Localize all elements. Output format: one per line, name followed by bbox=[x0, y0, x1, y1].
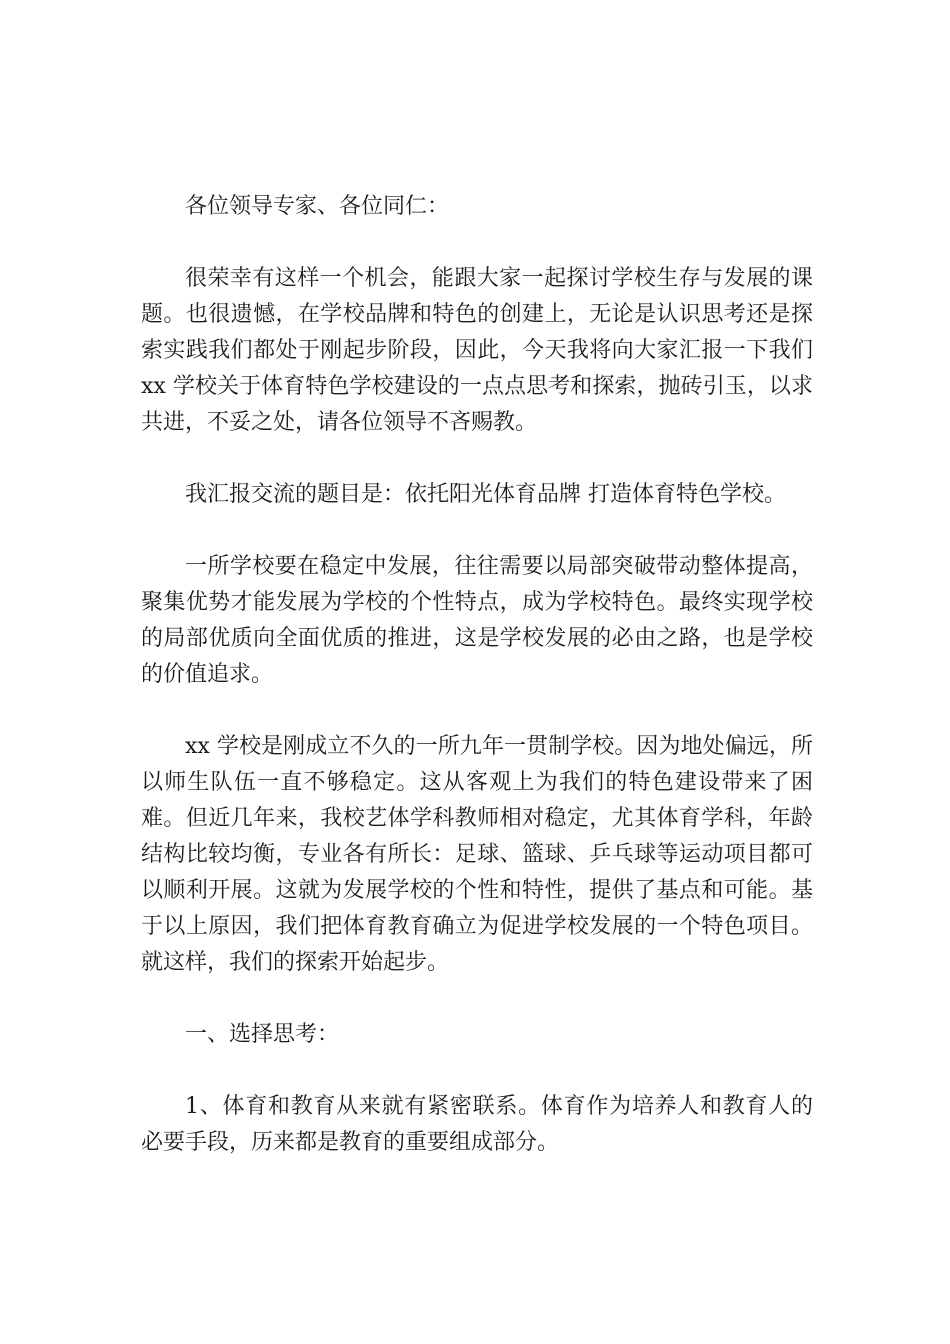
paragraph-point-1: 1、体育和教育从来就有紧密联系。体育作为培养人和教育人的必要手段，历来都是教育的重要组成部分。 bbox=[141, 1094, 813, 1155]
salutation: 各位领导专家、各位同仁： bbox=[185, 194, 450, 219]
document-body bbox=[141, 189, 813, 1197]
paragraph-development: 一所学校要在稳定中发展，往往需要以局部突破带动整体提高，聚集优势才能发展为学校的个性特点，成为学校特色。最终实现学校的局部优质向全面优质的推进，这是学校发展的必由之路，也是学校的价值追求。 bbox=[141, 554, 813, 687]
section-heading: 一、选择思考： bbox=[185, 1022, 340, 1047]
paragraph-topic: 我汇报交流的题目是：依托阳光体育品牌 打造体育特色学校。 bbox=[185, 482, 786, 507]
paragraph-intro: 很荣幸有这样一个机会，能跟大家一起探讨学校生存与发展的课题。也很遗憾，在学校品牌和特色的创建上，无论是认识思考还是探索实践我们都处于刚起步阶段，因此，今天我将向大家汇报一下我们 xx 学校关于体育特色学校建设的一点点思考和探索，抛砖引玉，以求共进，不妥之处，请各位领导不吝赐教。 bbox=[141, 266, 813, 435]
paragraph-school-background: xx 学校是刚成立不久的一所九年一贯制学校。因为地处偏远，所以师生队伍一直不够稳定。这从客观上为我们的特色建设带来了困难。但近几年来，我校艺体学科教师相对稳定，尤其体育学科，年龄结构比较均衡，专业各有所长：足球、篮球、乒乓球等运动项目都可以顺利开展。这就为发展学校的个性和特性，提供了基点和可能。基于以上原因，我们把体育教育确立为促进学校发展的一个特色项目。就这样，我们的探索开始起步。 bbox=[141, 734, 813, 975]
